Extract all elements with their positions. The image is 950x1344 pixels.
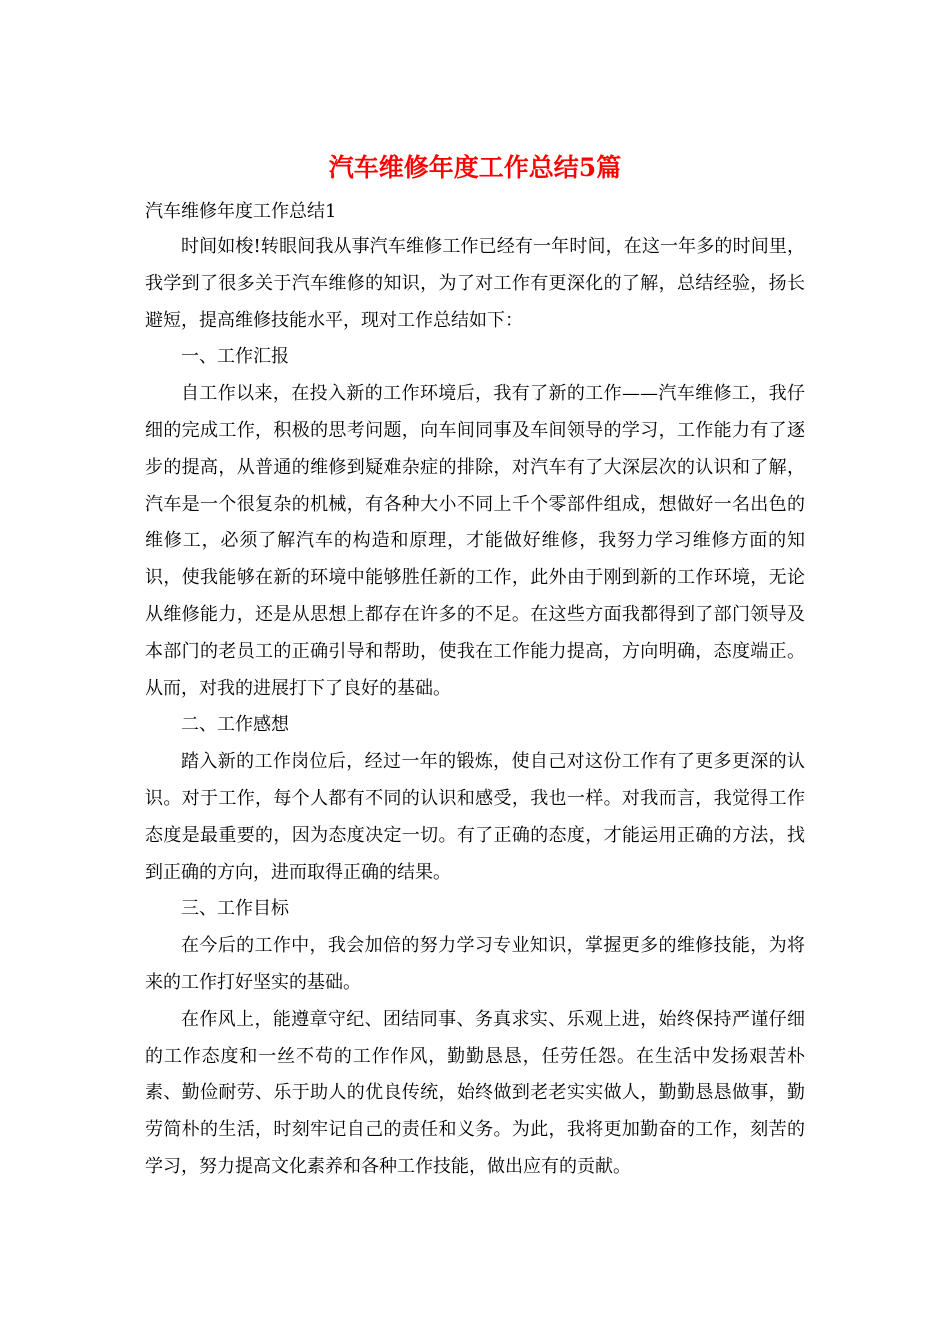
paragraph-work-thoughts: 踏入新的工作岗位后，经过一年的锻炼，使自己对这份工作有了更多更深的认识。对于工作，每个人都有不同的认识和感受，我也一样。对我而言，我觉得工作态度是最重要的，因为态度决定一切。有了正确的态度，才能运用正确的方法，找到正确的方向，进而取得正确的结果。 bbox=[145, 751, 805, 883]
paragraph-work-report: 自工作以来，在投入新的工作环境后，我有了新的工作——汽车维修工，我仔细的完成工作，积极的思考问题，向车间同事及车间领导的学习，工作能力有了逐步的提高，从普通的维修到疑难杂症的排除，对汽车有了大深层次的认识和了解，汽车是一个很复杂的机械，有各种大小不同上千个零部件组成，想做好一名出色的维修工，必须了解汽车的构造和原理，才能做好维修，我努力学习维修方面的知识，使我能够在新的环境中能够胜任新的工作，此外由于刚到新的工作环境，无论从维修能力，还是从思想上都存在许多的不足。在这些方面我都得到了部门领导及本部门的老员工的正确引导和帮助，使我在工作能力提高，方向明确，态度端正。从而，对我的进展打下了良好的基础。 bbox=[145, 383, 805, 699]
document-title: 汽车维修年度工作总结5篇 bbox=[328, 153, 622, 182]
heading-work-report: 一、工作汇报 bbox=[181, 346, 289, 368]
paragraph-intro: 时间如梭!转眼间我从事汽车维修工作已经有一年时间，在这一年多的时间里，我学到了很多关于汽车维修的知识，为了对工作有更深化的了解，总结经验，扬长避短，提高维修技能水平，现对工作总结如下： bbox=[145, 236, 805, 331]
document-body bbox=[145, 229, 805, 1186]
heading-work-thoughts: 二、工作感想 bbox=[181, 714, 289, 736]
paragraph-work-goals: 在今后的工作中，我会加倍的努力学习专业知识，掌握更多的维修技能，为将来的工作打好坚实的基础。 bbox=[145, 935, 805, 993]
section-subtitle: 汽车维修年度工作总结1 bbox=[145, 201, 337, 222]
paragraph-work-style: 在作风上，能遵章守纪、团结同事、务真求实、乐观上进，始终保持严谨仔细的工作态度和一丝不苟的工作作风，勤勤恳恳，任劳任怨。在生活中发扬艰苦朴素、勤俭耐劳、乐于助人的优良传统，始终做到老老实实做人，勤勤恳恳做事，勤劳简朴的生活，时刻牢记自己的责任和义务。为此，我将更加勤奋的工作，刻苦的学习，努力提高文化素养和各种工作技能，做出应有的贡献。 bbox=[145, 1008, 805, 1177]
heading-work-goals: 三、工作目标 bbox=[181, 898, 289, 920]
